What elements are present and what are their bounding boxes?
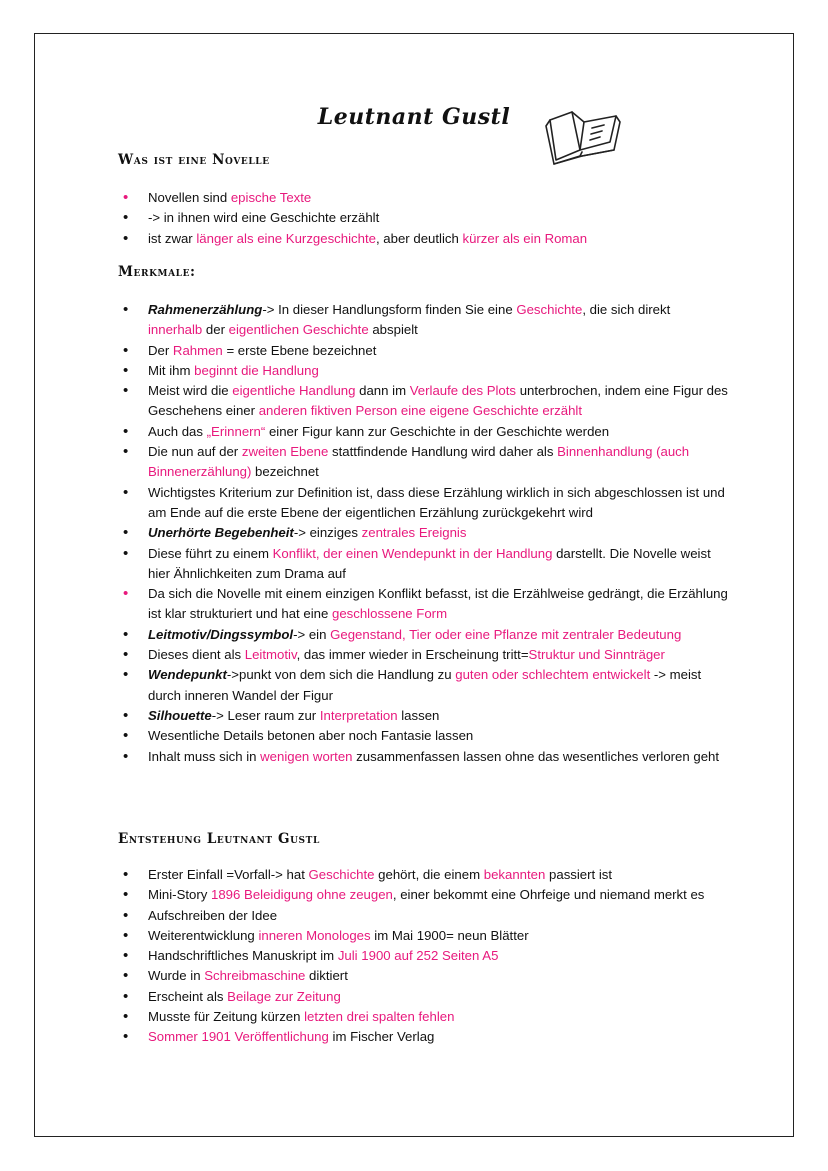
bullet-icon: • bbox=[123, 1028, 129, 1046]
bullet-icon: • bbox=[123, 422, 129, 440]
highlighted-text: Juli 1900 auf 252 Seiten A5 bbox=[337, 948, 499, 964]
highlighted-text: länger als eine Kurzgeschichte bbox=[196, 230, 376, 246]
bullet-icon: • bbox=[123, 987, 129, 1005]
list-item bbox=[118, 747, 728, 767]
text-run: Erster Einfall =Vorfall-> hat bbox=[148, 867, 309, 882]
text-run: passiert ist bbox=[545, 867, 613, 882]
text-run: stattfindende Handlung wird daher als bbox=[328, 444, 558, 460]
list-item bbox=[118, 625, 728, 645]
list-item bbox=[118, 906, 728, 926]
bullet-icon: • bbox=[123, 747, 129, 765]
section-heading-merkmale: Merkmale: bbox=[118, 264, 196, 280]
text-run: , das immer wieder in Erscheinung tritt= bbox=[296, 647, 529, 663]
bullet-icon: • bbox=[123, 947, 129, 965]
text-run: Wurde in bbox=[148, 968, 205, 984]
highlighted-text: zentrales Ereignis bbox=[361, 525, 467, 541]
text-run: diktiert bbox=[305, 968, 348, 984]
text-run: -> meist durch inneren Wandel der Figur bbox=[148, 667, 702, 703]
highlighted-text: guten oder schlechtem entwickelt bbox=[455, 667, 651, 683]
highlighted-text: epische Texte bbox=[230, 190, 312, 205]
list-item bbox=[118, 361, 728, 381]
bullet-icon: • bbox=[123, 189, 129, 206]
text-run: -> ein bbox=[293, 626, 331, 642]
text-run: ist zwar bbox=[148, 230, 197, 246]
text-run: , aber deutlich bbox=[375, 230, 463, 246]
list-item bbox=[118, 381, 728, 422]
page-title: Leutnant Gustl bbox=[317, 104, 511, 130]
bullet-icon: • bbox=[123, 544, 129, 562]
highlighted-text: inneren Monologes bbox=[258, 927, 371, 943]
highlighted-text: Leitmotiv bbox=[244, 647, 297, 663]
list-item bbox=[118, 300, 728, 341]
list-item bbox=[118, 1027, 728, 1047]
highlighted-text: Konflikt, der einen Wendepunkt in der Handlung bbox=[272, 545, 553, 561]
highlighted-text: wenigen worten bbox=[260, 748, 353, 764]
list-item bbox=[118, 865, 728, 885]
text-run: gehört, die einem bbox=[374, 867, 484, 882]
highlighted-text: Struktur und Sinnträger bbox=[528, 647, 665, 663]
text-run: einer Figur kann zur Geschichte in der Geschichte werden bbox=[265, 423, 610, 439]
text-run: Inhalt muss sich in bbox=[148, 748, 261, 764]
text-run: Handschriftliches Manuskript im bbox=[148, 948, 338, 964]
section-heading-novelle: Was ist eine Novelle bbox=[118, 152, 270, 168]
text-run: Aufschreiben der Idee bbox=[148, 907, 278, 923]
highlighted-text: innerhalb bbox=[148, 322, 203, 338]
text-run: Mini-Story bbox=[148, 887, 212, 903]
list-item bbox=[118, 523, 728, 543]
list-item bbox=[118, 422, 728, 442]
bullet-icon: • bbox=[123, 585, 129, 603]
list-item bbox=[118, 442, 728, 483]
highlighted-text: Geschichte bbox=[308, 867, 375, 882]
list-item bbox=[118, 987, 728, 1007]
text-run: -> Leser raum zur bbox=[211, 707, 320, 723]
highlighted-text: eigentlichen Geschichte bbox=[228, 322, 369, 338]
list-merkmale bbox=[118, 300, 728, 767]
text-run: Mit ihm bbox=[148, 362, 195, 378]
text-run: abspielt bbox=[368, 322, 418, 338]
list-item bbox=[118, 584, 728, 625]
highlighted-text: Rahmen bbox=[172, 342, 223, 358]
text-run: bezeichnet bbox=[251, 464, 319, 480]
list-item bbox=[118, 706, 728, 726]
highlighted-text: „Erinnern“ bbox=[206, 423, 266, 439]
term-label: Unerhörte Begebenheit bbox=[148, 525, 294, 541]
bullet-icon: • bbox=[123, 361, 129, 379]
text-run: im Mai 1900= neun Blätter bbox=[370, 927, 529, 943]
bullet-icon: • bbox=[123, 301, 129, 318]
bullet-icon: • bbox=[123, 967, 129, 985]
text-run: Weiterentwicklung bbox=[148, 927, 259, 943]
term-label: Wendepunkt bbox=[148, 667, 227, 683]
text-run: -> In dieser Handlungsform finden Sie eine bbox=[262, 302, 517, 317]
list-item bbox=[118, 229, 728, 249]
bullet-icon: • bbox=[123, 209, 129, 227]
list-item bbox=[118, 544, 728, 585]
text-run: Musste für Zeitung kürzen bbox=[148, 1009, 305, 1025]
highlighted-text: geschlossene Form bbox=[331, 606, 448, 622]
list-novelle bbox=[118, 188, 728, 249]
text-run: zusammenfassen lassen ohne das wesentliches verloren geht bbox=[352, 748, 720, 764]
list-item bbox=[118, 645, 728, 665]
list-item bbox=[118, 885, 728, 905]
bullet-icon: • bbox=[123, 666, 129, 684]
list-item bbox=[118, 926, 728, 946]
highlighted-text: Binnenhandlung (auch Binnenerzählung) bbox=[148, 444, 690, 480]
text-run: der bbox=[202, 322, 229, 338]
highlighted-text: bekannten bbox=[483, 867, 546, 882]
bullet-icon: • bbox=[123, 1008, 129, 1026]
bullet-icon: • bbox=[123, 443, 129, 461]
bullet-icon: • bbox=[123, 886, 129, 904]
text-run: Meist wird die bbox=[148, 383, 233, 399]
text-run: Da sich die Novelle mit einem einzigen Konflikt befasst, ist die Erzählweise gedrängt, die Erzählung ist klar strukturiert und hat eine bbox=[148, 586, 728, 622]
list-item bbox=[118, 483, 728, 524]
highlighted-text: kürzer als ein Roman bbox=[462, 230, 588, 246]
text-run: Auch das bbox=[148, 423, 207, 439]
bullet-icon: • bbox=[123, 866, 129, 883]
term-label: Silhouette bbox=[148, 707, 212, 723]
highlighted-text: Verlaufe des Plots bbox=[409, 383, 517, 399]
list-item bbox=[118, 1007, 728, 1027]
bullet-icon: • bbox=[123, 524, 129, 542]
text-run: ->punkt von dem sich die Handlung zu bbox=[226, 667, 456, 683]
list-item bbox=[118, 966, 728, 986]
bullet-icon: • bbox=[123, 483, 129, 501]
text-run: darstellt. Die Novelle weist hier Ähnlichkeiten zum Drama auf bbox=[148, 545, 711, 581]
text-run: , einer bekommt eine Ohrfeige und niemand merkt es bbox=[392, 887, 705, 903]
highlighted-text: Gegenstand, Tier oder eine Pflanze mit zentraler Bedeutung bbox=[330, 626, 682, 642]
text-run: unterbrochen, indem eine Figur des Geschehens einer bbox=[148, 383, 728, 419]
highlighted-text: 1896 Beleidigung ohne zeugen bbox=[211, 887, 393, 903]
text-run: dann im bbox=[355, 383, 410, 399]
bullet-icon: • bbox=[123, 706, 129, 724]
highlighted-text: Geschichte bbox=[516, 302, 583, 317]
highlighted-text: letzten drei spalten fehlen bbox=[304, 1009, 455, 1025]
highlighted-text: Schreibmaschine bbox=[204, 968, 306, 984]
highlighted-text: beginnt die Handlung bbox=[194, 362, 319, 378]
bullet-icon: • bbox=[123, 625, 129, 643]
list-item bbox=[118, 188, 728, 208]
text-run: Dieses dient als bbox=[148, 647, 245, 663]
bullet-icon: • bbox=[123, 727, 129, 745]
bullet-icon: • bbox=[123, 382, 129, 400]
list-entstehung bbox=[118, 865, 728, 1048]
highlighted-text: anderen fiktiven Person eine eigene Geschichte erzählt bbox=[258, 403, 582, 419]
open-book-icon bbox=[542, 108, 622, 172]
bullet-icon: • bbox=[123, 646, 129, 664]
highlighted-text: Sommer 1901 Veröffentlichung bbox=[148, 1029, 329, 1045]
term-label: Leitmotiv/Dingssymbol bbox=[148, 626, 294, 642]
text-run: Diese führt zu einem bbox=[148, 545, 273, 561]
text-run: Wichtigstes Kriterium zur Definition ist, dass diese Erzählung wirklich in sich abgeschlossen ist und am Ende auf die erste Ebene der eigentlichen Erzählung zurückgekehrt wird bbox=[148, 484, 725, 520]
highlighted-text: eigentliche Handlung bbox=[232, 383, 356, 399]
text-run: Wesentliche Details betonen aber noch Fantasie lassen bbox=[148, 728, 474, 744]
bullet-icon: • bbox=[123, 341, 129, 359]
highlighted-text: Beilage zur Zeitung bbox=[227, 988, 341, 1004]
bullet-icon: • bbox=[123, 229, 129, 247]
text-run: , die sich direkt bbox=[582, 302, 671, 317]
text-run: = erste Ebene bezeichnet bbox=[222, 342, 377, 358]
text-run: -> in ihnen wird eine Geschichte erzählt bbox=[148, 210, 380, 226]
list-item bbox=[118, 208, 728, 228]
text-run: lassen bbox=[397, 707, 440, 723]
section-heading-entstehung: Entstehung Leutnant Gustl bbox=[118, 831, 320, 847]
text-run: -> einziges bbox=[293, 525, 362, 541]
list-item bbox=[118, 946, 728, 966]
list-item bbox=[118, 341, 728, 361]
text-run: im Fischer Verlag bbox=[328, 1029, 435, 1045]
text-run: Der bbox=[148, 342, 173, 358]
list-item bbox=[118, 665, 728, 706]
bullet-icon: • bbox=[123, 906, 129, 924]
term-label: Rahmenerzählung bbox=[148, 302, 263, 317]
list-item bbox=[118, 726, 728, 746]
highlighted-text: Interpretation bbox=[319, 707, 398, 723]
highlighted-text: zweiten Ebene bbox=[241, 444, 329, 460]
text-run: Novellen sind bbox=[148, 190, 231, 205]
text-run: Erscheint als bbox=[148, 988, 228, 1004]
bullet-icon: • bbox=[123, 926, 129, 944]
text-run: Die nun auf der bbox=[148, 444, 242, 460]
